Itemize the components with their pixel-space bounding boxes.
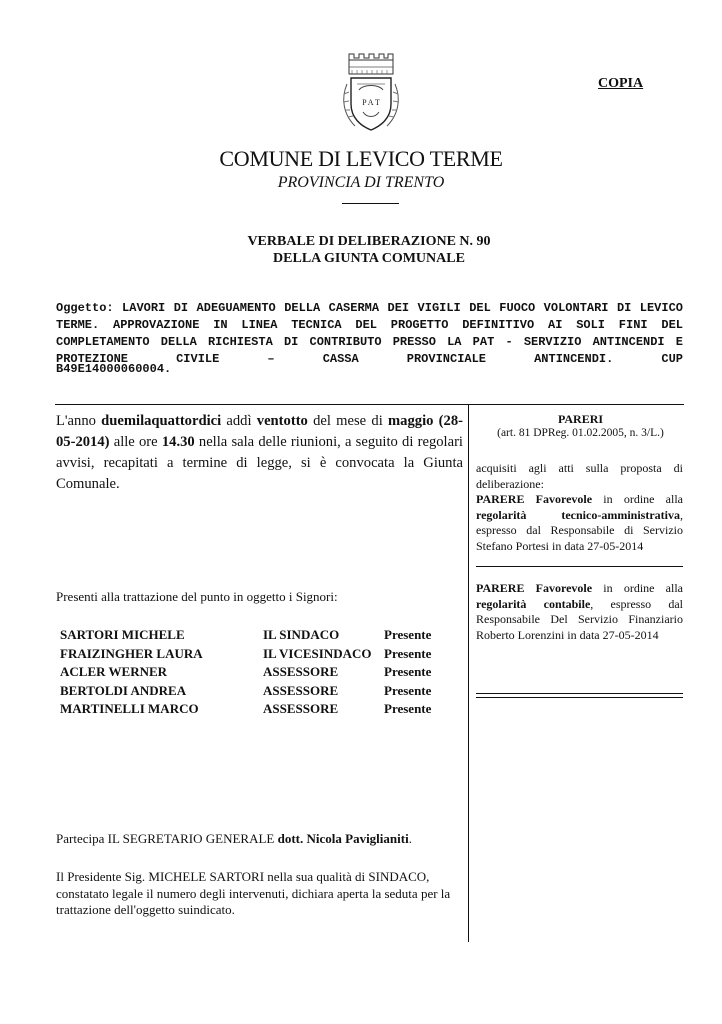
- member-name: FRAIZINGHER LAURA: [60, 645, 203, 661]
- council-name: COMUNE DI LEVICO TERME: [219, 146, 503, 171]
- intro-text: del mese di: [307, 413, 389, 429]
- meeting-date: (28-05-2014): [56, 413, 463, 450]
- intro-text: alle ore: [109, 434, 162, 450]
- member-name: BERTOLDI ANDREA: [60, 682, 187, 698]
- opinions-end-divider: [476, 693, 683, 698]
- subject-text: Oggetto: LAVORI DI ADEGUAMENTO DELLA CASERMA DEI VIGILI DEL FUOCO VOLONTARI DI LEVICO TERME. APPROVAZIONE IN LINEA TECNICA DEL PROGETTO DEFINITIVO AI SOLI FINI DEL COMPLETAMENTO DELLA RICHIESTA DI CONTRIBUTO PRESSO LA PAT - SERVIZIO ANTINCENDI E PROTEZIONE CIVILE – CASSA PROVINCIALE ANTINCENDI. CUP: [56, 301, 683, 366]
- table-row: [60, 646, 431, 665]
- meeting-day: ventotto: [256, 413, 308, 429]
- opinion-text: , espresso dal Responsabile Del Servizio Finanziario Roberto Lorenzini in data 27-05-2014: [476, 596, 684, 642]
- secretary-prefix: Partecipa IL SEGRETARIO GENERALE: [56, 831, 278, 846]
- member-status: Presente: [384, 682, 432, 698]
- municipal-crest-icon: [337, 50, 405, 136]
- opinion-subject: regolarità contabile: [476, 596, 591, 611]
- opinion-text: in ordine alla: [592, 492, 683, 507]
- member-status: Presente: [384, 701, 432, 716]
- opinion-subject: regolarità tecnico-amministrativa: [476, 507, 680, 522]
- member-role: ASSESSORE: [263, 682, 339, 698]
- table-row: [60, 627, 431, 646]
- title-divider: [342, 203, 399, 204]
- member-role: IL SINDACO: [263, 627, 340, 642]
- secretary-name: dott. Nicola Paviglianiti: [277, 831, 409, 846]
- province-name: PROVINCIA DI TRENTO: [277, 174, 445, 191]
- opinion-text: in ordine alla: [592, 581, 683, 595]
- president-statement: Il Presidente Sig. MICHELE SARTORI nella sua qualità di SINDACO, constatato legale il numero degli intervenuti, dichiara aperta la seduta per la trattazione dell'oggetto suindicato.: [56, 869, 451, 917]
- intro-text: nella sala delle riunioni, a seguito di regolari avvisi, recapitati a termine di legge, si è convocata la Giunta Comunale.: [56, 434, 463, 492]
- copy-label: COPIA: [598, 76, 644, 91]
- member-status: Presente: [384, 627, 432, 642]
- subject-cup-code: B49E14000060004.: [56, 362, 172, 376]
- table-row: [60, 701, 431, 720]
- member-role: IL VICESINDACO: [263, 645, 372, 661]
- column-divider: [468, 405, 469, 942]
- member-name: SARTORI MICHELE: [60, 627, 185, 642]
- technical-opinion: [476, 461, 683, 555]
- opinion-text: , espresso dal Responsabile di Servizio Stefano Portesi in data 27-05-2014: [476, 507, 683, 553]
- member-status: Presente: [384, 645, 432, 661]
- table-row: [60, 683, 431, 702]
- section-divider: [55, 404, 684, 405]
- secretary-suffix: .: [408, 831, 412, 846]
- meeting-time: 14.30: [161, 434, 195, 450]
- resolution-number: VERBALE DI DELIBERAZIONE N. 90: [247, 234, 491, 249]
- opinion-intro: acquisiti agli atti sulla proposta di deliberazione:: [476, 461, 683, 491]
- opinion-label: PARERE Favorevole: [476, 581, 593, 595]
- member-name: MARTINELLI MARCO: [60, 701, 199, 716]
- svg-text:P A T: P A T: [362, 98, 380, 107]
- table-row: [60, 664, 431, 683]
- member-role: ASSESSORE: [263, 664, 339, 679]
- meeting-year: duemilaquattordici: [101, 413, 222, 429]
- resolution-body: DELLA GIUNTA COMUNALE: [273, 251, 465, 266]
- attendance-table: [60, 627, 431, 720]
- accounting-opinion: [476, 581, 683, 643]
- attendance-label: Presenti alla trattazione del punto in oggetto i Signori:: [56, 589, 338, 604]
- member-status: Presente: [384, 664, 432, 679]
- member-role: ASSESSORE: [263, 701, 339, 716]
- intro-text: addì: [221, 413, 257, 429]
- secretary-line: [56, 831, 412, 847]
- opinion-divider: [476, 566, 683, 567]
- member-name: ACLER WERNER: [60, 664, 168, 679]
- meeting-intro: [56, 411, 463, 495]
- meeting-month: maggio: [388, 413, 434, 429]
- opinion-label: PARERE Favorevole: [476, 492, 593, 507]
- opinions-title: PARERI: [557, 412, 604, 426]
- opinions-reference: (art. 81 DPReg. 01.02.2005, n. 3/L.): [497, 427, 664, 439]
- intro-text: L'anno: [56, 413, 102, 429]
